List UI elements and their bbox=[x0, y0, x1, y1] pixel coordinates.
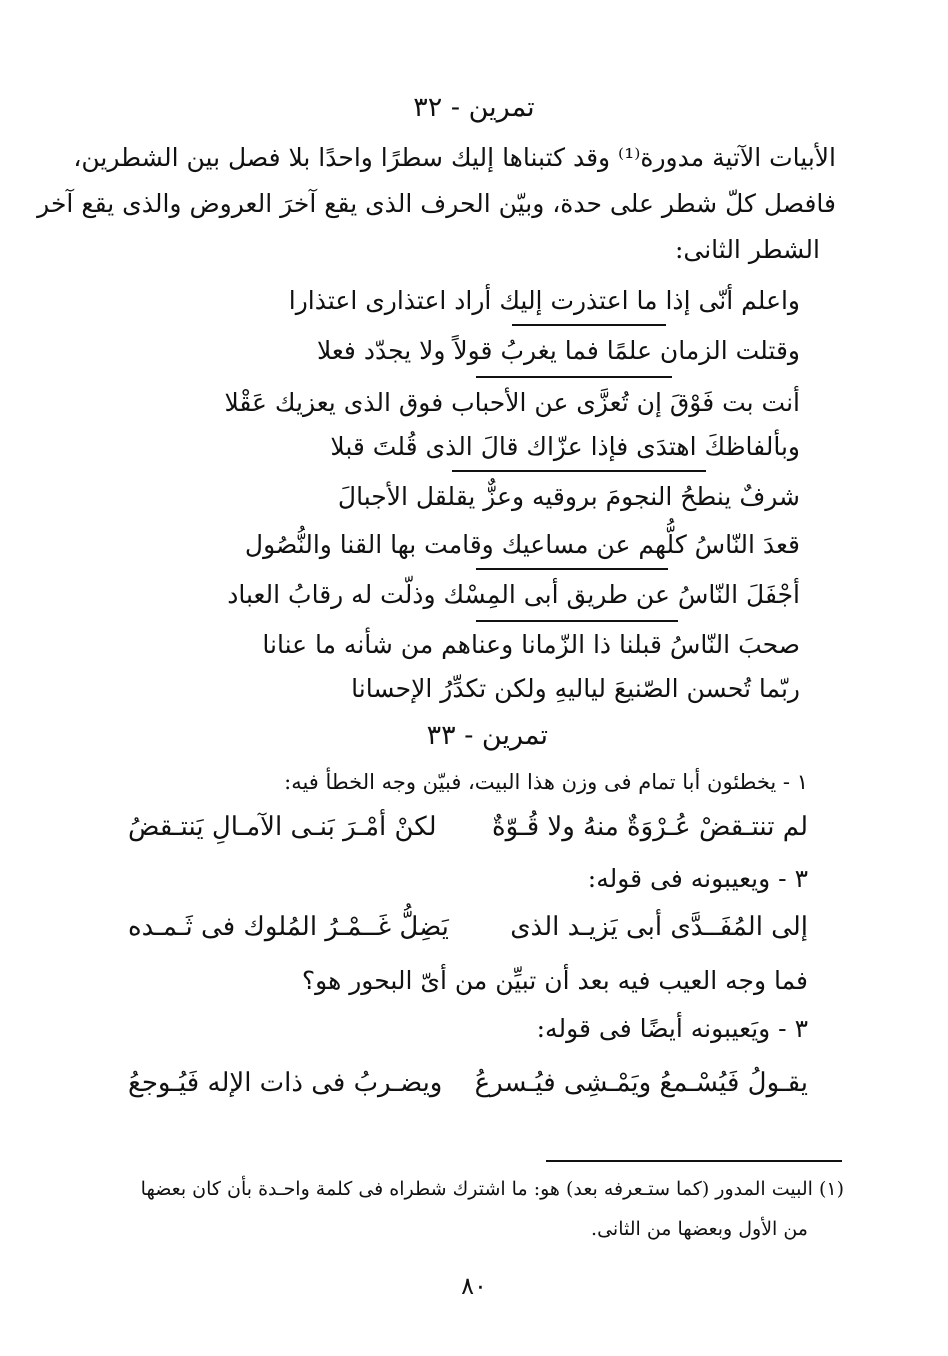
footnote-line-2: من الأول وبعضها من الثانى. bbox=[591, 1218, 808, 1240]
exercise-33-question-3: ٣ - ويَعيبونه أيضًا فى قوله: bbox=[536, 1014, 808, 1043]
verse-line-8: صحبَ النّاسُ قبلنا ذا الزّمانا وعناهم من شأنه ما عنانا bbox=[262, 630, 800, 659]
exercise-32-intro-line-3: الشطر الثانى: bbox=[674, 235, 820, 264]
q1-verse-first-hemistich: لم تنتـقضْ عُـرْوَةٌ منهُ ولا قُـوّةٌ bbox=[492, 812, 808, 842]
underline-2 bbox=[476, 376, 672, 378]
underline-7 bbox=[476, 620, 678, 622]
verse-line-5: شرفٌ ينطحُ النجومَ بروقيه وعزٌّ يقلقل الأجبالَ bbox=[337, 482, 800, 511]
verse-line-3: أنت بت فَوْقَ إن تُعزَّى عن الأحباب فوق الذى يعزيك عَقْلا bbox=[224, 388, 800, 417]
exercise-33-question-2-followup: فما وجه العيب فيه بعد أن تبيِّن من أىّ البحور هو؟ bbox=[301, 966, 808, 995]
exercise-33-question-2: ٣ - ويعيبونه فى قوله: bbox=[587, 864, 808, 893]
verse-line-1: واعلم أنّى إذا ما اعتذرت إليك أراد اعتذارى اعتذارا bbox=[288, 286, 800, 315]
q1-verse-second-hemistich: لكنْ أمْـرَ بَنـى الآمـالِ يَنتـقضُ bbox=[128, 812, 437, 842]
q3-verse-first-hemistich: يقـولُ فَيُسْـمعُ ويَمْـشِى فيُـسرعُ bbox=[474, 1068, 808, 1098]
exercise-32-title: تمرين - ٣٢ bbox=[413, 92, 535, 123]
underline-4 bbox=[452, 470, 706, 472]
underline-1 bbox=[512, 324, 666, 326]
q2-verse-second-hemistich: يَضِلُّ غَــمْـرُ المُلوك فى ثَـمـده bbox=[128, 912, 449, 942]
verse-line-7: أجْفَلَ النّاسُ عن طريق أبى المِسْك وذلّت له رقابُ العباد bbox=[227, 580, 800, 609]
underline-6 bbox=[476, 568, 668, 570]
exercise-33-question-1: ١ - يخطئون أبا تمام فى وزن هذا البيت، فبيّن وجه الخطأ فيه: bbox=[284, 770, 808, 794]
exercise-32-intro-line-2: فافصل كلّ شطر على حدة، وبيّن الحرف الذى يقع آخرَ العروض والذى يقع آخر bbox=[37, 189, 836, 218]
q3-verse-second-hemistich: ويضـربُ فى ذات الإله فَيُـوجعُ bbox=[128, 1068, 443, 1098]
verse-line-6: قعدَ النّاسُ كلُّهم عن مساعيك وقامت بها القنا والنُّصُول bbox=[244, 530, 800, 559]
q2-verse-first-hemistich: إلى المُفَــدَّى أبى يَزيـد الذى bbox=[510, 912, 808, 942]
verse-line-4: وبألفاظكَ اهتدَى فإذا عزّاك قالَ الذى قُلتَ قبلا bbox=[330, 432, 800, 461]
verse-line-2: وقتلت الزمان علمًا فما يغربُ قولاً ولا يجدّد فعلا bbox=[316, 336, 800, 365]
page-number: ٨٠ bbox=[461, 1272, 487, 1300]
exercise-33-title: تمرين - ٣٣ bbox=[426, 720, 548, 751]
footnote-line-1: (١) البيت المدور (كما ستـعرفه بعد) هو: ما اشترك شطراه فى كلمة واحـدة بأن كان بعضها bbox=[140, 1178, 844, 1200]
footnote-separator bbox=[546, 1160, 842, 1162]
exercise-32-intro-line-1: الأبيات الآتية مدورة⁽¹⁾ وقد كتبناها إليك سطرًا واحدًا بلا فصل بين الشطرين، bbox=[73, 143, 836, 172]
verse-line-9: ربّما تُحسن الصّنيعَ لياليهِ ولكن تكدِّرُ الإحسانا bbox=[351, 674, 800, 703]
